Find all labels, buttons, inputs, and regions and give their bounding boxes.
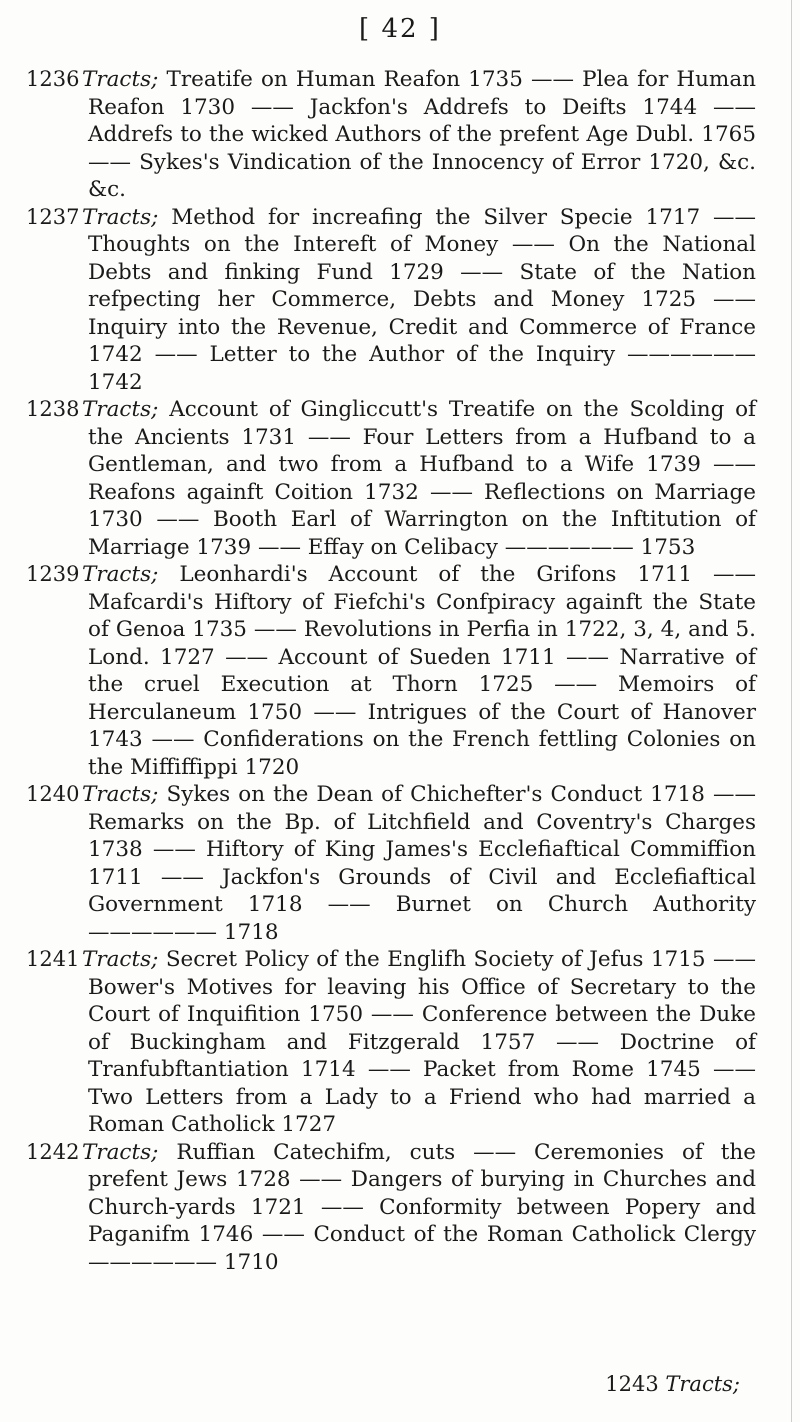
entry-text: Secret Policy of the Englifh Society of Jefus 1715 —— Bower's Motives for leaving his Office of Secretary to the Court of Inquifition 1750 —— Conference between the Duke of Buckingham and Fitzgerald 1757 —— Doctrine of Tranfubftantiation 1714 —— Packet from Rome 1745 —— Two Letters from a Lady to a Friend who had married a Roman Catholick 1727: [88, 947, 756, 1137]
catalog-entry: [0, 396, 800, 561]
catchword-label: Tracts;: [665, 1372, 740, 1396]
lot-number: 1242: [26, 1139, 80, 1164]
entry-text: Account of Gingliccutt's Treatife on the Scolding of the Ancients 1731 —— Four Letters from a Hufband to a Gentleman, and two from a Hufband to a Wife 1739 —— Reafons againft Coition 1732 —— Reflections on Marriage 1730 —— Booth Earl of Warrington on the Inftitution of Marriage 1739 —— Effay on Celibacy —————— 1753: [88, 397, 757, 560]
catchword-lot: 1243: [605, 1372, 659, 1396]
lot-number: 1238: [26, 397, 80, 421]
entry-text: Leonhardi's Account of the Grifons 1711 —— Mafcardi's Hiftory of Fiefchi's Confpiracy againft the State of Genoa 1735 —— Revolutions in Perfia in 1722, 3, 4, and 5. Lond. 1727 —— Account of Sueden 1711 —— Narrative of the cruel Execution at Thorn 1725 —— Memoirs of Herculaneum 1750 —— Intrigues of the Court of Hanover 1743 —— Confiderations on the French fettling Colonies on the Miffiffippi 1720: [88, 562, 756, 780]
entry-label: Tracts;: [82, 947, 159, 972]
lot-number: 1239: [26, 562, 80, 586]
entry-text: Ruffian Catechifm, cuts —— Ceremonies of the prefent Jews 1728 —— Dangers of burying in Churches and Church-yards 1721 —— Conformity between Popery and Paganifm 1746 —— Conduct of the Roman Catholick Clergy —————— 1710: [88, 1139, 756, 1275]
entry-text: Method for increafing the Silver Specie 1717 —— Thoughts on the Intereft of Money —— On the National Debts and finking Fund 1729 —— State of the Nation refpecting her Commerce, Debts and Money 1725 —— Inquiry into the Revenue, Credit and Commerce of France 1742 —— Letter to the Author of the Inquiry —————— 1742: [88, 204, 756, 395]
lot-number: 1240: [26, 782, 80, 806]
catalog-entry: [0, 561, 800, 781]
catalog-entry: [0, 781, 800, 946]
catalog-entry: [0, 1139, 800, 1277]
page-number-header: [ 42 ]: [359, 14, 441, 44]
lot-number: 1241: [26, 947, 80, 971]
catalog-entry: [0, 946, 800, 1139]
catalog-entry: [0, 66, 800, 204]
catalog-list: [0, 66, 800, 1276]
entry-label: Tracts;: [82, 67, 159, 92]
catchword: [605, 1372, 740, 1396]
entry-label: Tracts;: [82, 562, 159, 587]
lot-number: 1237: [26, 204, 80, 229]
entry-text: Treatife on Human Reafon 1735 —— Plea for Human Reafon 1730 —— Jackfon's Addrefs to Deifts 1744 —— Addrefs to the wicked Authors of the prefent Age Dubl. 1765 —— Sykes's Vindication of the Innocency of Error 1720, &c. &c.: [88, 67, 756, 202]
entry-label: Tracts;: [82, 397, 159, 422]
lot-number: 1236: [26, 67, 80, 91]
entry-label: Tracts;: [82, 782, 159, 807]
entry-text: Sykes on the Dean of Chichefter's Conduct 1718 —— Remarks on the Bp. of Litchfield and Coventry's Charges 1738 —— Hiftory of King James's Ecclefiaftical Commiffion 1711 —— Jackfon's Grounds of Civil and Ecclefiaftical Government 1718 —— Burnet on Church Authority —————— 1718: [88, 782, 756, 945]
entry-label: Tracts;: [82, 1139, 159, 1165]
catalog-entry: [0, 204, 800, 397]
entry-label: Tracts;: [82, 204, 159, 230]
